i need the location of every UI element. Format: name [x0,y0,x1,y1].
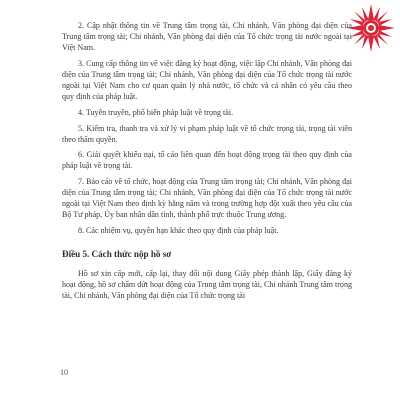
paragraph-item-6: 6. Giải quyết khiếu nại, tố cáo liên quan đến hoạt động trọng tài theo quy định của pháp luật về trọng tài. [62,150,352,171]
paragraph-item-7: 7. Báo cáo về tổ chức, hoạt động của Trung tâm trọng tài; Chi nhánh, Văn phòng đại diện của Trung tâm trọng tài; Chi nhánh, Văn phòng đại diện của Tổ chức trọng tài nước ngoài tại Việt Nam theo định kỳ hằng năm và trong trường hợp đột xuất theo yêu cầu của Bộ Tư pháp, Ủy ban nhân dân tỉnh, thành phố trực thuộc Trung ương. [62,177,352,220]
paragraph-item-8: 8. Các nhiệm vụ, quyền hạn khác theo quy định của pháp luật. [78,226,279,236]
paragraph-item-5: 5. Kiểm tra, thanh tra và xử lý vi phạm pháp luật về tổ chức trọng tài, trọng tài viên theo thẩm quyền. [62,123,352,144]
article-heading: Điều 5. Cách thức nộp hồ sơ [62,249,172,260]
paragraph-item-2: 2. Cập nhật thông tin về Trung tâm trọng tài, Chi nhánh, Văn phòng đại diện của Trung tâm trọng tài; Chi nhánh, Văn phòng đại diện của Tổ chức trọng tài nước ngoài tại Việt Nam. [62,21,352,53]
page-number: 10 [60,368,68,377]
page-body [62,20,352,301]
article-paragraph: Hồ sơ xin cấp mới, cấp lại, thay đổi nội dung Giấy phép thành lập, Giấy đăng ký hoạt động, hồ sơ chấm dứt hoạt động của Trung tâm trọng tài, Chi nhánh Trung tâm trọng tài, Chi nhánh, Văn phòng đại diện của Tổ chức trọng tài [62,269,352,301]
paragraph-item-4: 4. Tuyên truyền, phổ biến pháp luật về trọng tài. [78,107,234,117]
paragraph-item-3: 3. Cung cấp thông tin về việc đăng ký hoạt động, việc lập Chi nhánh, Văn phòng đại diện của Trung tâm trọng tài; Chi nhánh, Văn phòng đại diện của Tổ chức trọng tài nước ngoài tại Việt Nam cho cơ quan quản lý nhà nước, tổ chức và cá nhân có yêu cầu theo quy định của pháp luật. [62,58,352,102]
decorative-emblem-icon [345,2,397,54]
